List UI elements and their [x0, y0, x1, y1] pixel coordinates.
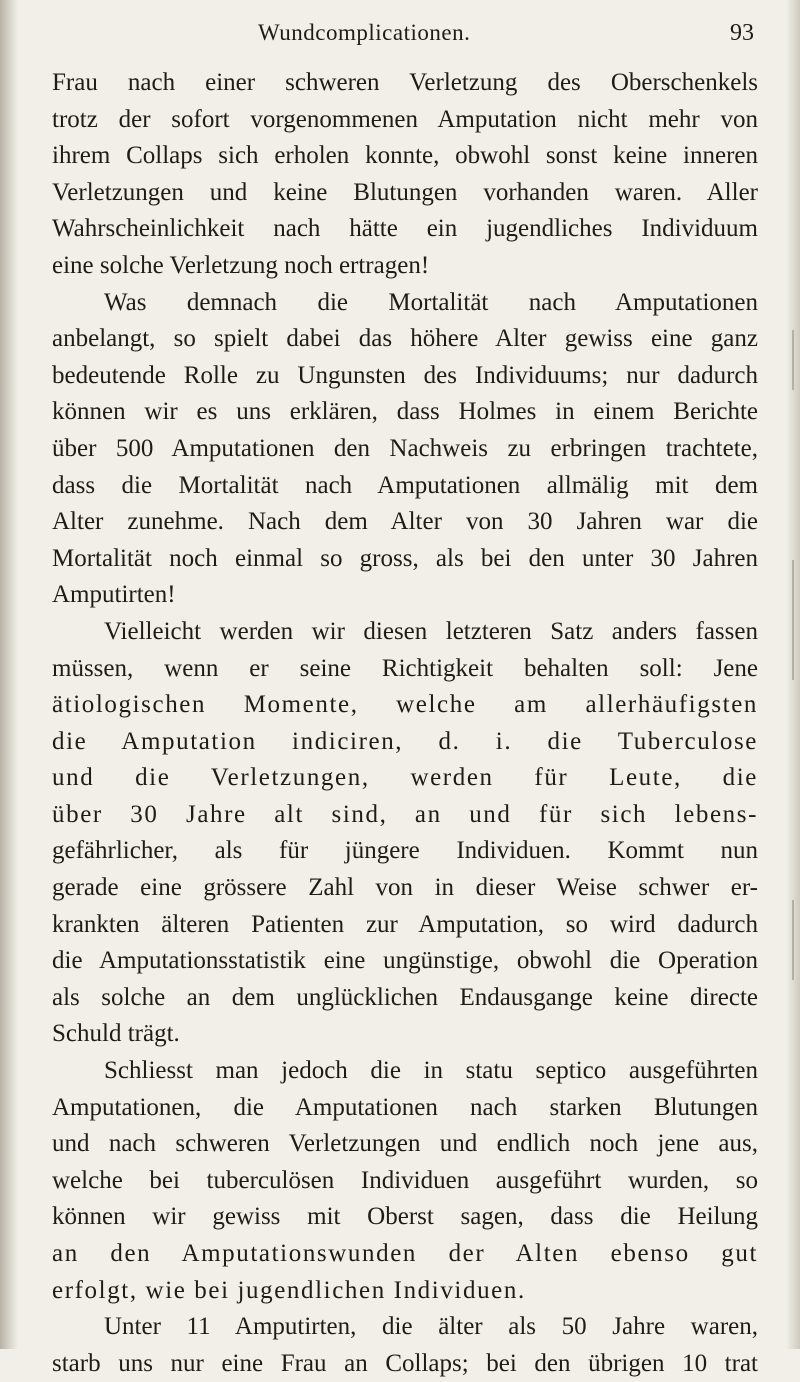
text-line: krankten älteren Patienten zur Amputation, so wird dadurch: [52, 910, 758, 938]
text-line: dass die Mortalität nach Amputationen allmälig mit dem: [52, 471, 758, 499]
text-line-spaced: ätiologischen Momente, welche am allerhäufigsten: [52, 691, 758, 719]
scan-shadow-left: [0, 0, 18, 1349]
text-line: die Amputationsstatistik eine ungünstige, obwohl die Operation: [52, 947, 758, 975]
text-line: trotz der sofort vorgenommenen Amputation nicht mehr von: [52, 105, 758, 133]
text-line: Frau nach einer schweren Verletzung des Oberschenkels: [52, 69, 758, 96]
text-line: ihrem Collaps sich erholen konnte, obwohl sonst keine inneren: [52, 142, 758, 170]
text-line: Verletzungen und keine Blutungen vorhanden waren. Aller: [52, 178, 758, 206]
text-line: über 500 Amputationen den Nachweis zu erbringen trachtete,: [52, 434, 758, 462]
text-line: als solche an dem unglücklichen Endausgange keine directe: [52, 983, 758, 1011]
scan-edge-mark: [792, 560, 794, 680]
text-line-spaced: über 30 Jahre alt sind, an und für sich lebens-: [52, 800, 758, 828]
text-line: Amputationen, die Amputationen nach starken Blutungen: [52, 1093, 758, 1121]
text-line: Schuld trägt.: [52, 1020, 180, 1048]
text-line-spaced: die Amputation indiciren, d. i. die Tuberculose: [52, 727, 758, 755]
text-line: Alter zunehme. Nach dem Alter von 30 Jahren war die: [52, 508, 758, 536]
body-text: [52, 65, 758, 1382]
text-line-spaced: und die Verletzungen, werden für Leute, die: [52, 764, 758, 792]
text-line: welche bei tuberculösen Individuen ausgeführt wurden, so: [52, 1166, 758, 1194]
paragraph-first-line: Schliesst man jedoch die in statu septico ausgeführten: [104, 1057, 758, 1085]
text-line: können wir gewiss mit Oberst sagen, dass die Heilung: [52, 1203, 758, 1231]
text-line-spaced: an den Amputationswunden der Alten ebenso gut: [52, 1240, 758, 1267]
text-line: können wir es uns erklären, dass Holmes in einem Berichte: [52, 398, 758, 426]
text-line: starb uns nur eine Frau an Collaps; bei den übrigen 10 trat: [52, 1349, 758, 1377]
paragraph-first-line: Unter 11 Amputirten, die älter als 50 Jahre waren,: [104, 1313, 758, 1341]
text-line: gerade eine grössere Zahl von in dieser Weise schwer er-: [52, 874, 758, 902]
text-line-spaced: erfolgt, wie bei jugendlichen Individuen.: [52, 1276, 526, 1304]
text-line: Amputirten!: [52, 581, 176, 609]
text-line: gefährlicher, als für jüngere Individuen. Kommt nun: [52, 837, 758, 865]
text-line: anbelangt, so spielt dabei das höhere Alter gewiss eine ganz: [52, 325, 758, 353]
text-line: müssen, wenn er seine Richtigkeit behalten soll: Jene: [52, 654, 758, 682]
text-line: bedeutende Rolle zu Ungunsten des Individuums; nur dadurch: [52, 361, 758, 389]
scan-edge-mark: [792, 330, 794, 390]
paragraph-first-line: Was demnach die Mortalität nach Amputationen: [104, 288, 758, 316]
running-header: [52, 0, 758, 60]
text-line: und nach schweren Verletzungen und endlich noch jene aus,: [52, 1130, 758, 1158]
text-line: Wahrscheinlichkeit nach hätte ein jugendliches Individuum: [52, 215, 758, 243]
scan-edge-mark: [792, 900, 794, 980]
page-number: 93: [730, 20, 754, 46]
text-line: Mortalität noch einmal so gross, als bei den unter 30 Jahren: [52, 544, 758, 572]
running-title: Wundcomplicationen.: [258, 20, 471, 45]
text-line: eine solche Verletzung noch ertragen!: [52, 251, 430, 279]
paragraph-first-line: Vielleicht werden wir diesen letzteren Satz anders fassen: [104, 617, 758, 645]
